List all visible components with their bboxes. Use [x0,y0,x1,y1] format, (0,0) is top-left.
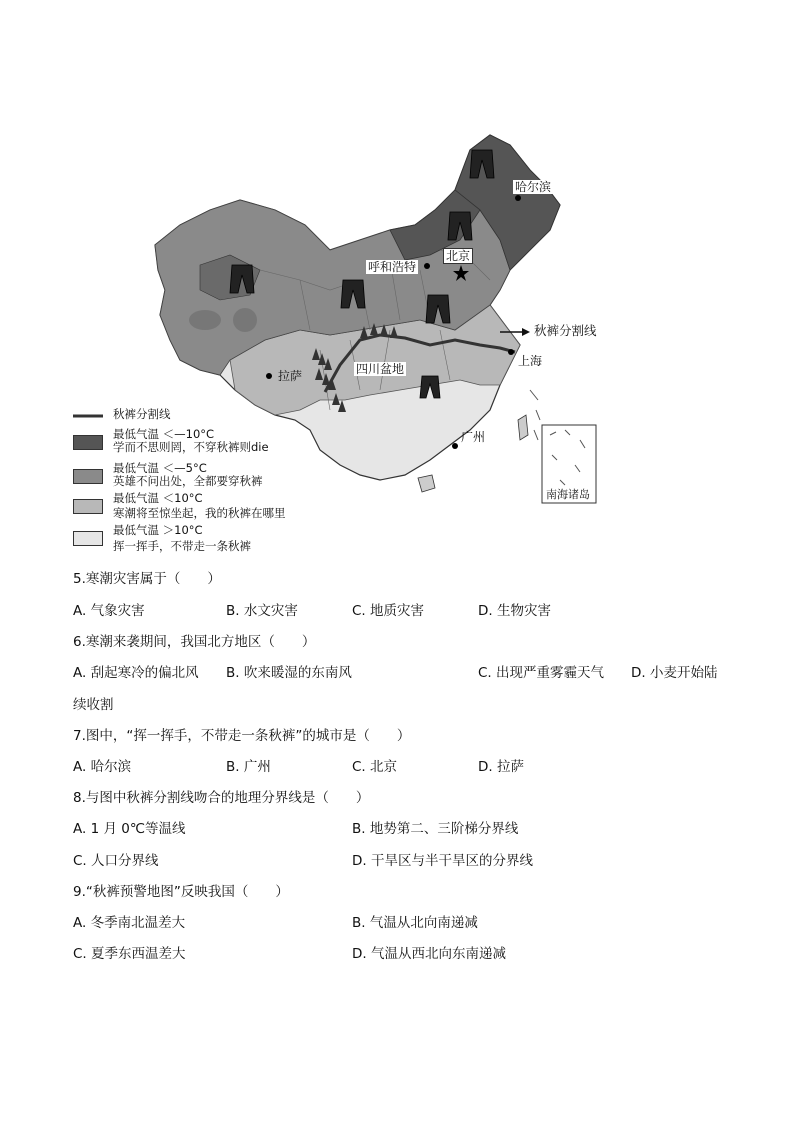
option-d[interactable]: D. 干旱区与半干旱区的分界线 [352,853,533,869]
label-shanghai: 上海 [518,354,543,368]
option-b[interactable]: B. 广州 [226,759,271,775]
label-hohhot: 呼和浩特 [368,260,417,274]
label-lhasa: 拉萨 [278,369,303,383]
legend-swatch-dark [73,469,103,484]
hainan [418,475,435,492]
label-beijing: 北京 [443,248,473,264]
option-d[interactable]: D. 气温从西北向东南递减 [352,946,506,962]
option-a[interactable]: A. 气象灾害 [73,603,145,619]
option-a[interactable]: A. 冬季南北温差大 [73,915,186,931]
question-stem: 5.寒潮灾害属于（ ） [73,571,221,587]
label-guangzhou: 广州 [461,430,486,444]
option-d-continuation: 续收割 [73,697,114,713]
option-a[interactable]: A. 刮起寒冷的偏北风 [73,665,199,681]
plateau-spot-1 [189,310,221,330]
question-stem: 7.图中，“挥一挥手，不带走一条秋裤”的城市是（ ） [73,728,411,744]
option-c[interactable]: C. 北京 [352,759,398,775]
option-d[interactable]: D. 小麦开始陆 [631,665,718,681]
option-a[interactable]: A. 哈尔滨 [73,759,132,775]
question-stem: 8.与图中秋裤分割线吻合的地理分界线是（ ） [73,790,370,806]
question-stem: 6.寒潮来袭期间，我国北方地区（ ） [73,634,316,650]
legend-swatch-light [73,531,103,546]
hohhot-dot [424,263,430,269]
label-sichuan-basin: 四川盆地 [356,362,405,376]
legend-temp: 最低气温 ＜10°C [113,491,203,505]
option-b[interactable]: B. 水文灾害 [226,603,298,619]
legend-temp: 最低气温 ＞10°C [113,523,203,537]
option-b[interactable]: B. 气温从北向南递减 [352,915,478,931]
plateau-spot-2 [233,308,257,332]
option-c[interactable]: C. 夏季东西温差大 [73,946,186,962]
legend-swatch-darkest [73,435,103,450]
option-c[interactable]: C. 地质灾害 [352,603,425,619]
harbin-dot [515,195,521,201]
taiwan [518,415,528,440]
shanghai-dot [508,349,514,355]
legend-temp: 最低气温 ＜—5°C [113,461,207,475]
label-divider-callout: 秋裤分割线 [534,323,597,338]
option-b[interactable]: B. 地势第二、三阶梯分界线 [352,821,519,837]
option-a[interactable]: A. 1 月 0℃等温线 [73,821,186,837]
option-d[interactable]: D. 拉萨 [478,759,524,775]
legend-swatch-medium [73,499,103,514]
legend-note: 英雄不问出处，全都要穿秋裤 [113,474,263,488]
lhasa-dot [266,373,272,379]
legend-note: 挥一挥手，不带走一条秋裤 [113,539,251,553]
legend-note: 学而不思则罔，不穿秋裤则die [113,440,269,454]
option-c[interactable]: C. 人口分界线 [73,853,159,869]
option-b[interactable]: B. 吹来暖湿的东南风 [226,665,352,681]
option-c[interactable]: C. 出现严重雾霾天气 [478,665,605,681]
legend-line-label: 秋裤分割线 [113,407,171,421]
guangzhou-dot [452,443,458,449]
label-harbin: 哈尔滨 [515,180,552,194]
option-d[interactable]: D. 生物灾害 [478,603,551,619]
legend-temp: 最低气温 ＜—10°C [113,427,215,441]
label-south-sea-islands: 南海诸岛 [546,488,590,501]
question-stem: 9.“秋裤预警地图”反映我国（ ） [73,884,289,900]
legend-line-symbol [73,411,105,421]
legend-note: 寒潮将至惊坐起，我的秋裤在哪里 [113,506,286,520]
